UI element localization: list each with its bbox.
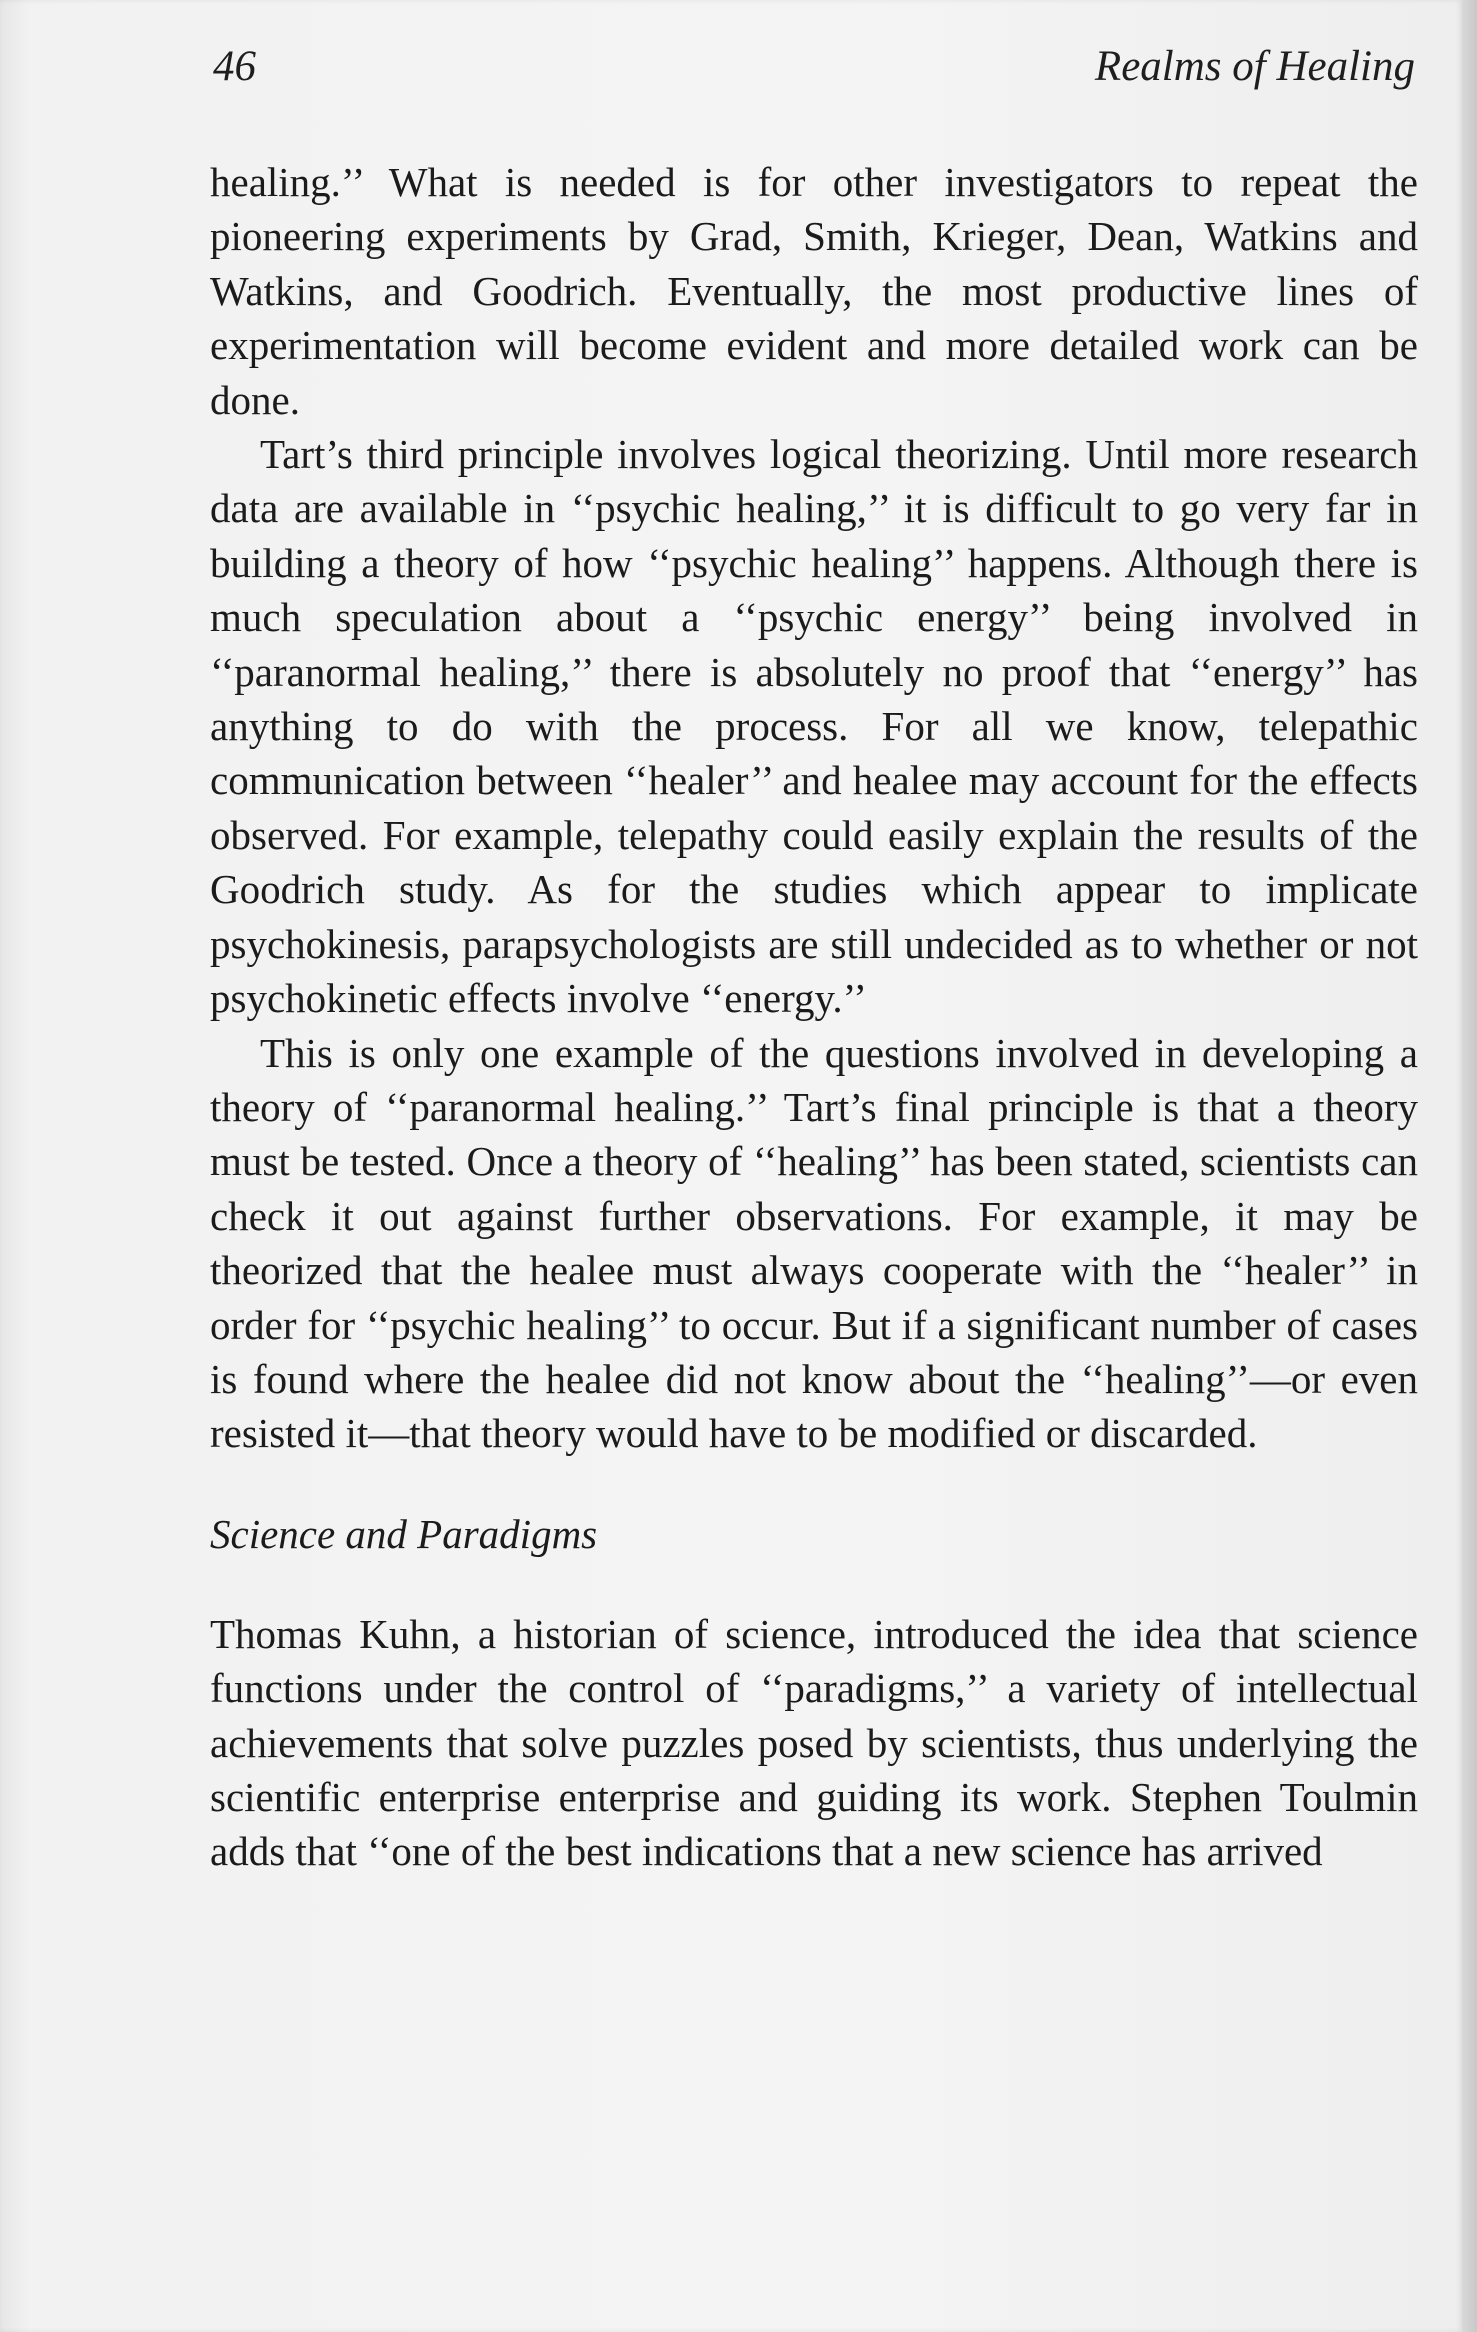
paragraph-theorizing: Tart’s third principle involves logical theorizing. Until more research data are available in ‘‘psychic healing,’’ it is difficult to go very far in building a theory of how ‘‘psychic healing’’ happens. Although there is much speculation about a ‘‘psychic energy’’ being involved in ‘‘paranormal healing,’’ there is absolutely no proof that ‘‘energy’’ has anything to do with the process. For all we know, telepathic communication between ‘‘healer’’ and healee may account for the effects observed. For example, telepathy could easily explain the results of the Goodrich study. As for the studies which appear to implicate psychokinesis, parapsychologists are still undecided as to whether or not psychokinetic effects involve ‘‘energy.’’ (210, 431, 1418, 1022)
section-heading: Science and Paradigms (210, 1510, 598, 1557)
body-text (210, 155, 1418, 1879)
paragraph-continuation: healing.’’ What is needed is for other investigators to repeat the pioneering experiments by Grad, Smith, Krieger, Dean, Watkins and Watkins, and Goodrich. Eventually, the most productive lines of experimentation will become evident and more detailed work can be done. (210, 159, 1418, 423)
paragraph-theory-testing: This is only one example of the questions involved in developing a theory of ‘‘paranormal healing.’’ Tart’s final principle is that a theory must be tested. Once a theory of ‘‘healing’’ has been stated, scientists can check it out against further observations. For example, it may be theorized that the healee must always cooperate with the ‘‘healer’’ in order for ‘‘psychic healing’’ to occur. But if a significant number of cases is found where the healee did not know about the ‘‘healing’’—or even resisted it—that theory would have to be modified or discarded. (210, 1029, 1418, 1457)
paragraph-paradigms: Thomas Kuhn, a historian of science, introduced the idea that science functions under the control of ‘‘paradigms,’’ a variety of intellectual achievements that solve puzzles posed by scientists, thus underlying the scientific enterprise enterprise and guiding its work. Stephen Toulmin adds that ‘‘one of the best indications that a new science has arrived (210, 1610, 1418, 1875)
book-title: Realms of Healing (1094, 43, 1415, 90)
page-edge (1462, 0, 1477, 2332)
running-head (213, 42, 1415, 102)
page-number: 46 (213, 43, 256, 90)
